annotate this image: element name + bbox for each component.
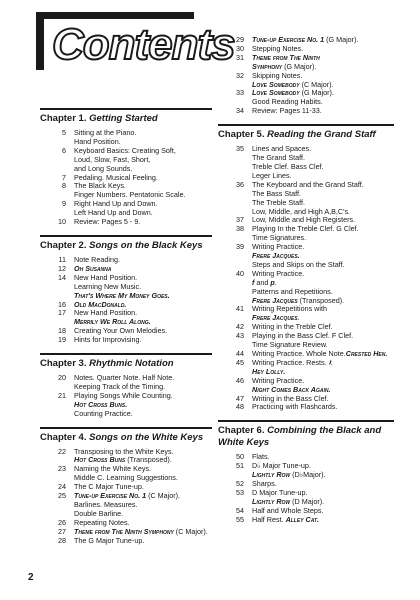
toc-entry	[40, 147, 212, 174]
entry-text-segment: The Grand Staff.	[252, 153, 306, 163]
toc-entry	[218, 332, 394, 350]
entry-text-segment: (D♭Major).	[290, 470, 326, 480]
music-symbol: f	[252, 277, 255, 287]
entry-page-number: 19	[58, 335, 66, 345]
toc-entry	[40, 537, 212, 546]
entry-page-number: 20	[58, 373, 66, 383]
entry-text-segment: .	[330, 357, 333, 367]
chapter-heading	[40, 108, 212, 125]
song-title: Hot Cross Buns.	[74, 399, 128, 409]
entry-page-number: 23	[58, 464, 66, 474]
toc-entry	[218, 462, 394, 480]
toc-entry	[40, 336, 212, 345]
entry-page-number: 27	[58, 526, 66, 536]
entry-text-segment: Left Hand Up and Down.	[74, 208, 153, 218]
entry-text-segment: Barlines. Measures.	[74, 500, 138, 509]
toc-entry	[40, 392, 212, 419]
entry-text-segment: Time Signatures.	[252, 233, 307, 243]
entry-text	[252, 377, 394, 395]
entry-text-segment: Sitting at the Piano.	[74, 128, 137, 137]
toc-entry	[40, 309, 212, 327]
song-title: Love Somebody	[252, 88, 300, 98]
entry-text-segment: (C Major).	[146, 491, 181, 501]
chapter-title: Getting Started	[89, 113, 158, 124]
chapter-section	[218, 420, 394, 524]
song-title: Oh Susanna	[74, 263, 112, 273]
entry-line	[74, 336, 212, 345]
entry-text-segment: Notes. Quarter Note. Half Note.	[74, 373, 175, 383]
entry-text-segment: Keeping Track of the Timing.	[74, 381, 166, 391]
entry-text-segment: The Keyboard and the Grand Staff.	[252, 179, 364, 189]
chapter-label: Chapter 1.	[40, 113, 87, 124]
entry-text-segment: Treble Clef. Bass Clef.	[252, 161, 324, 171]
entry-text-segment: Low, Middle, and High A,B,C's.	[252, 206, 351, 216]
entry-page-number: 25	[58, 491, 66, 501]
entry-text-segment: (C Major).	[173, 526, 208, 536]
page-title: Contents	[52, 20, 235, 69]
song-title: Theme from The Ninth	[252, 52, 320, 62]
entry-text-segment: Good Reading Habits.	[252, 97, 323, 107]
toc-entry	[40, 182, 212, 200]
entry-text-segment: The Black Keys.	[74, 181, 126, 191]
entry-page-number: 41	[236, 304, 244, 314]
entry-text-segment: Steps and Skips on the Staff.	[252, 259, 345, 269]
entry-page-number: 37	[236, 215, 244, 225]
song-title: Symphony	[252, 61, 283, 71]
entry-text-segment: and	[254, 277, 271, 287]
entry-page-number: 6	[62, 145, 66, 155]
entry-page-number: 11	[58, 254, 66, 264]
song-title: Merrily We Roll Along.	[74, 317, 151, 327]
entry-text-segment: Half Rest.	[252, 514, 286, 524]
entry-text-segment: Flats.	[252, 452, 270, 462]
entry-text-segment: .	[274, 277, 277, 287]
entry-text-segment: Playing In the Treble Clef. G Clef.	[252, 224, 359, 234]
entry-page-number: 21	[58, 390, 66, 400]
entry-page-number: 53	[236, 487, 244, 497]
entry-text	[252, 305, 394, 323]
song-title: Night Comes Back Again.	[252, 384, 331, 394]
entry-page-number: 40	[236, 268, 244, 278]
entry-text	[252, 243, 394, 270]
entry-text-segment: Right Hand Up and Down.	[74, 199, 158, 209]
entry-page-number: 38	[236, 224, 244, 234]
song-title: That's Where My Money Goes.	[74, 290, 170, 300]
entry-text	[74, 129, 212, 147]
chapter-4-continued	[218, 36, 394, 116]
chapter-label: Chapter 5.	[218, 129, 265, 141]
toc-entry	[218, 145, 394, 181]
toc-entry	[218, 305, 394, 323]
entry-page-number: 45	[236, 357, 244, 367]
toc-entry	[40, 274, 212, 301]
song-title: Crested Hen.	[345, 349, 388, 358]
toc-entry	[40, 448, 212, 466]
entry-text-segment: Pedaling. Musical Feeling.	[74, 172, 158, 182]
entry-text-segment: Sharps.	[252, 479, 277, 489]
entry-text-segment: and Long Sounds.	[74, 163, 133, 173]
entry-text	[74, 309, 212, 327]
music-symbol: 𝄽	[328, 357, 331, 367]
toc-entry	[218, 72, 394, 90]
entry-text-segment: Hints for Improvising.	[74, 335, 142, 345]
entry-text	[252, 72, 394, 90]
page-number: 2	[28, 572, 34, 583]
entry-text	[74, 465, 212, 483]
entry-text-segment: Hand Position.	[74, 136, 121, 146]
entry-page-number: 22	[58, 446, 66, 456]
entry-text	[74, 274, 212, 301]
entry-text-segment: Writing Practice. Rests.	[252, 357, 329, 367]
entry-page-number: 18	[58, 326, 66, 336]
entry-text	[252, 403, 394, 412]
entry-page-number: 16	[58, 299, 66, 309]
entry-text-segment: Transposing to the White Keys.	[74, 446, 174, 456]
toc-entry	[218, 377, 394, 395]
entry-page-number: 12	[58, 263, 66, 273]
entry-text-segment: (G Major).	[299, 88, 334, 98]
chapter-label: Chapter 6.	[218, 425, 265, 437]
entry-page-number: 32	[236, 70, 244, 80]
toc-entry	[218, 181, 394, 217]
entry-text	[74, 448, 212, 466]
entry-page-number: 7	[62, 172, 66, 182]
song-title: Frere Jacques.	[252, 251, 300, 261]
entry-text-segment: Writing in the Treble Clef.	[252, 322, 333, 332]
entry-text-segment: The Treble Staff.	[252, 197, 306, 207]
toc-entry	[40, 492, 212, 519]
entry-text-segment: Skipping Notes.	[252, 70, 303, 80]
entry-line	[74, 410, 212, 419]
entry-page-number: 54	[236, 505, 244, 515]
toc-entry	[218, 489, 394, 507]
chapter-title: Songs on the White Keys	[89, 431, 204, 443]
toc-entry	[40, 374, 212, 392]
song-title: Lightly Row	[252, 470, 291, 480]
chapter-section	[40, 108, 212, 227]
entry-page-number: 42	[236, 322, 244, 332]
entry-text-segment: Writing Practice.	[252, 268, 305, 278]
song-title: Theme from The Ninth Symphony	[74, 526, 174, 536]
entry-text	[74, 392, 212, 419]
entry-page-number: 51	[236, 461, 244, 471]
entry-text	[252, 332, 394, 350]
song-title: Tune-up Exercise No. 1	[74, 491, 147, 501]
chapter-label: Chapter 4.	[40, 431, 87, 443]
entry-line	[252, 516, 394, 525]
entry-text-segment: New Hand Position.	[74, 272, 138, 282]
entry-text-segment: Writing Practice.	[252, 242, 305, 252]
entry-page-number: 10	[58, 217, 66, 227]
entry-page-number: 48	[236, 402, 244, 412]
entry-page-number: 14	[58, 272, 66, 282]
entry-text-segment: Half and Whole Steps.	[252, 505, 324, 515]
entry-page-number: 9	[62, 199, 66, 209]
entry-text-segment: Learning New Music.	[74, 281, 142, 291]
entry-page-number: 55	[236, 514, 244, 524]
entry-text-segment: Double Barline.	[74, 508, 124, 518]
entry-text	[74, 147, 212, 174]
entry-text-segment: The G Major Tune-up.	[74, 535, 145, 545]
entry-page-number: 24	[58, 482, 66, 492]
entry-page-number: 43	[236, 331, 244, 341]
entry-text	[74, 374, 212, 392]
entry-text	[252, 359, 394, 377]
toc-entry	[40, 200, 212, 218]
entry-text-segment: (Transposed).	[125, 455, 172, 465]
entry-text	[74, 537, 212, 546]
entry-page-number: 34	[236, 106, 244, 116]
chapter-label: Chapter 3.	[40, 358, 87, 370]
entry-text-segment: Playing in the Bass Clef. F Clef.	[252, 331, 354, 341]
toc-entry	[218, 403, 394, 412]
entry-text	[252, 181, 394, 217]
entry-text	[74, 200, 212, 218]
song-title: Frere Jacques	[252, 295, 298, 305]
song-title: Hey Lolly.	[252, 366, 286, 376]
entry-page-number: 31	[236, 52, 244, 62]
entry-text-segment: Middle C. Learning Suggestions.	[74, 473, 178, 483]
entry-text-segment: Stepping Notes.	[252, 43, 304, 53]
entry-page-number: 46	[236, 375, 244, 385]
entry-text-segment: Review: Pages 11-33.	[252, 106, 322, 116]
entry-text-segment: Keyboard Basics: Creating Soft,	[74, 145, 176, 155]
entry-page-number: 8	[62, 181, 66, 191]
entry-text	[252, 462, 394, 480]
entry-page-number: 26	[58, 517, 66, 527]
entry-line	[252, 107, 394, 116]
entry-text-segment: (G Major).	[282, 61, 317, 71]
toc-entry	[218, 107, 394, 116]
entry-line	[252, 403, 394, 412]
song-title: Frere Jacques	[252, 313, 298, 323]
chapter-section	[40, 427, 212, 546]
entry-text-segment: Creating Your Own Melodies.	[74, 326, 168, 336]
entry-text	[74, 336, 212, 345]
song-title: Tune-up Exercise No. 1	[252, 35, 325, 44]
entry-text-segment: (G Major).	[324, 35, 359, 44]
entry-text-segment: Naming the White Keys.	[74, 464, 152, 474]
chapter-section	[218, 124, 394, 412]
entry-page-number: 39	[236, 242, 244, 252]
entry-text-segment: (Transposed).	[297, 295, 345, 305]
entry-text-segment: Writing in the Bass Clef.	[252, 393, 329, 403]
entry-text-segment: Leger Lines.	[252, 170, 292, 180]
chapter-label: Chapter 2.	[40, 239, 87, 251]
toc-entry	[218, 36, 394, 45]
entry-text	[252, 516, 394, 525]
song-title: Hot Cross Buns	[74, 455, 126, 465]
toc-entry	[40, 465, 212, 483]
entry-page-number: 36	[236, 179, 244, 189]
entry-text-segment: The C Major Tune-up.	[74, 482, 144, 492]
entry-text-segment: Counting Practice.	[74, 408, 133, 418]
entry-text-segment: Lines and Spaces.	[252, 144, 312, 154]
entry-text-segment: Review: Pages 5 - 9.	[74, 217, 141, 227]
music-symbol: p	[270, 277, 275, 287]
entry-text-segment: D Major Tune-up.	[252, 487, 308, 497]
song-title: Lightly Row	[252, 496, 291, 506]
entry-text	[252, 270, 394, 306]
entry-page-number: 47	[236, 393, 244, 403]
entry-text-segment: Writing Practice.	[252, 375, 305, 385]
toc-entry	[218, 243, 394, 270]
chapter-section	[40, 235, 212, 345]
entry-page-number: 17	[58, 308, 66, 318]
song-title: Love Somebody	[252, 79, 300, 89]
entry-page-number: 50	[236, 452, 244, 462]
entry-page-number: 5	[62, 128, 66, 137]
title-block	[36, 12, 235, 74]
entry-text-segment: Patterns and Repetitions.	[252, 286, 333, 296]
entry-page-number: 33	[236, 88, 244, 98]
entry-text-segment: Finger Numbers. Pentatonic Scale.	[74, 190, 186, 200]
entry-text-segment: Low, Middle and High Registers.	[252, 215, 356, 225]
entry-text	[252, 54, 394, 72]
chapter-heading	[40, 427, 212, 444]
chapter-title: Reading the Grand Staff	[267, 129, 376, 141]
song-title: Old MacDonald.	[74, 299, 127, 309]
entry-page-number: 30	[236, 43, 244, 53]
toc-entry	[218, 54, 394, 72]
entry-text	[74, 218, 212, 227]
toc-entry	[218, 89, 394, 107]
entry-text-segment: Time Signature Review.	[252, 340, 328, 350]
entry-text	[252, 225, 394, 243]
entry-text-segment: Writing Repetitions with	[252, 304, 327, 314]
entry-text-segment: Note Reading.	[74, 254, 120, 264]
entry-text	[252, 145, 394, 181]
chapter-section	[40, 353, 212, 419]
chapter-title: Combining the Black and White Keys	[218, 425, 382, 449]
entry-text-segment: Practicing with Flashcards.	[252, 402, 338, 412]
toc-entry	[218, 225, 394, 243]
chapter-heading	[218, 420, 394, 449]
song-title: Alley Cat.	[285, 514, 320, 524]
left-column	[40, 108, 212, 554]
chapter-heading	[40, 353, 212, 370]
entry-text-segment: .	[297, 313, 300, 323]
entry-text	[252, 89, 394, 107]
entry-page-number: 29	[236, 35, 244, 44]
entry-page-number: 35	[236, 144, 244, 154]
entry-page-number: 52	[236, 479, 244, 489]
toc-entry	[40, 129, 212, 147]
entry-text	[74, 492, 212, 519]
entry-text-segment: New Hand Position.	[74, 308, 138, 318]
entry-line	[74, 537, 212, 546]
chapter-title: Songs on the Black Keys	[89, 239, 203, 251]
toc-entry	[218, 270, 394, 306]
entry-line	[74, 218, 212, 227]
toc-entry	[218, 359, 394, 377]
entry-text-segment: D♭ Major Tune-up.	[252, 461, 311, 471]
entry-text-segment: (C Major).	[299, 79, 334, 89]
toc-entry	[218, 516, 394, 525]
entry-page-number: 28	[58, 535, 66, 545]
entry-page-number: 44	[236, 349, 244, 358]
entry-text	[252, 107, 394, 116]
entry-text-segment: Loud, Slow, Fast, Short,	[74, 154, 151, 164]
entry-text-segment: Playing Songs While Counting.	[74, 390, 173, 400]
entry-text	[74, 182, 212, 200]
chapter-title: Rhythmic Notation	[89, 358, 174, 370]
right-column	[218, 36, 394, 533]
chapter-heading	[40, 235, 212, 252]
entry-text-segment: Repeating Notes.	[74, 517, 130, 527]
entry-text	[252, 489, 394, 507]
entry-text-segment: Writing Practice. Whole Note.	[252, 349, 346, 358]
toc-entry	[40, 218, 212, 227]
entry-text-segment: The Bass Staff.	[252, 188, 302, 198]
entry-text-segment: (D Major).	[290, 496, 325, 506]
chapter-heading	[218, 124, 394, 141]
